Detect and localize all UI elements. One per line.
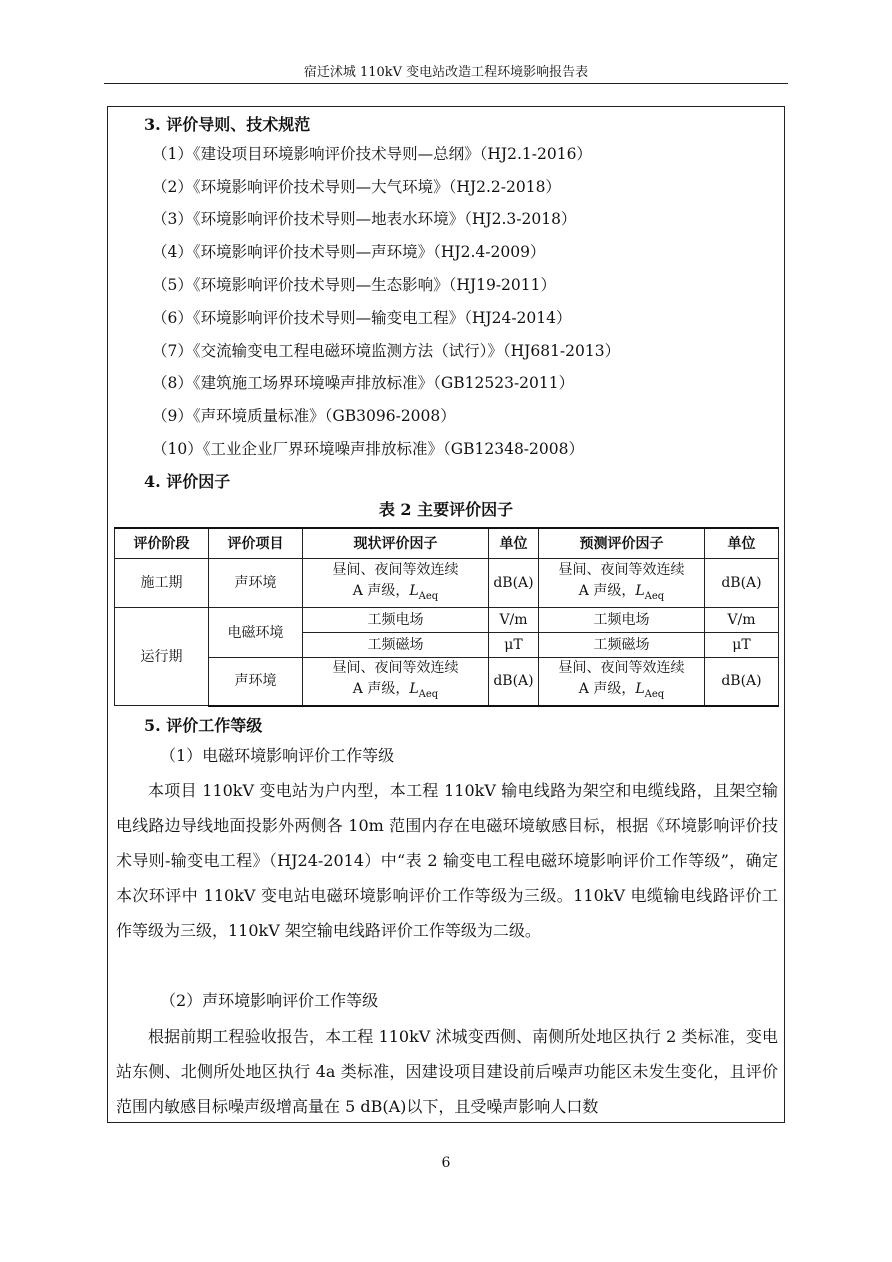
- predicted-factor-cell: [539, 559, 705, 608]
- column-header-unit: 单位: [705, 528, 779, 559]
- predicted-factor-cell: 工频电场: [539, 608, 705, 633]
- unit-cell: dB(A): [705, 559, 779, 608]
- subscript-text: Aeq: [418, 688, 439, 700]
- table-row: [115, 608, 779, 633]
- column-header-predicted-factor: 预测评价因子: [539, 528, 705, 559]
- body-paragraph: 根据前期工程验收报告，本工程 110kV 沭城变西侧、南侧所处地区执行 2 类标准，变电站东侧、北侧所处地区执行 4a 类标准，因建设项目建设前后噪声功能区未发生变化，且评价范围内敏感目标噪声级增高量在 5 dB(A)以下，且受噪声影响人口数: [116, 1027, 778, 1116]
- body-paragraph: 本项目 110kV 变电站为户内型，本工程 110kV 输电线路为架空和电缆线路，且架空输电线路边导线地面投影外两侧各 10m 范围内存在电磁环境敏感目标，根据《环境影响评价技术导则-输变电工程》（HJ24-2014）中“表 2 输变电工程电磁环境影响评价工作等级”，确定本次环评中 110kV 变电站电磁环境影响评价工作等级为三级。110kV 电缆输电线路评价工作等级为三级，110kV 架空输电线路评价工作等级为二级。: [116, 781, 778, 940]
- table-header-row: [115, 528, 779, 559]
- item-cell: 电磁环境: [209, 608, 303, 658]
- current-factor-cell: [303, 658, 489, 706]
- column-header-stage: 评价阶段: [115, 528, 209, 559]
- reference-item: （7）《交流输变电工程电磁环境监测方法（试行）》（HJ681-2013）: [152, 342, 621, 360]
- item-cell: 声环境: [209, 559, 303, 608]
- factor-text: A 声级，: [352, 681, 410, 697]
- symbol-text: L: [635, 582, 645, 599]
- factor-text: A 声级，: [578, 681, 636, 697]
- column-header-unit: 单位: [489, 528, 539, 559]
- current-factor-cell: 工频电场: [303, 608, 489, 633]
- current-factor-cell: [303, 559, 489, 608]
- subscript-text: Aeq: [644, 688, 665, 700]
- factor-text: 昼间、夜间等效连续: [332, 660, 459, 676]
- section-5-heading: 5. 评价工作等级: [144, 716, 263, 735]
- evaluation-factor-table: [114, 527, 779, 707]
- reference-item: （2）《环境影响评价技术导则—大气环境》（HJ2.2-2018）: [152, 178, 561, 196]
- item-cell: 声环境: [209, 658, 303, 706]
- reference-item: （10）《工业企业厂界环境噪声排放标准》（GB12348-2008）: [152, 440, 584, 458]
- factor-text: A 声级，: [352, 582, 410, 599]
- section-3-heading: 3. 评价导则、技术规范: [144, 115, 311, 134]
- subsection-heading: （2）声环境影响评价工作等级: [160, 991, 379, 1010]
- reference-item: （1）《建设项目环境影响评价技术导则—总纲》（HJ2.1-2016）: [152, 145, 592, 163]
- subscript-text: Aeq: [644, 590, 665, 602]
- symbol-text: L: [409, 582, 419, 599]
- predicted-factor-cell: [539, 658, 705, 706]
- symbol-text: L: [409, 681, 419, 697]
- subsection-heading: （1）电磁环境影响评价工作等级: [160, 746, 395, 765]
- page-number: 6: [441, 1155, 451, 1171]
- factor-text: 昼间、夜间等效连续: [558, 660, 685, 676]
- reference-item: （6）《环境影响评价技术导则—输变电工程》（HJ24-2014）: [152, 309, 572, 327]
- unit-cell: V/m: [705, 608, 779, 633]
- column-header-item: 评价项目: [209, 528, 303, 559]
- unit-cell: dB(A): [489, 559, 539, 608]
- header-rule: [104, 83, 788, 84]
- unit-cell: μT: [705, 633, 779, 658]
- reference-item: （8）《建筑施工场界环境噪声排放标准》（GB12523-2011）: [152, 374, 575, 392]
- table-row: [115, 658, 779, 706]
- reference-item: （5）《环境影响评价技术导则—生态影响》（HJ19-2011）: [152, 276, 557, 294]
- document-header-title: 宿迁沭城 110kV 变电站改造工程环境影响报告表: [303, 65, 589, 80]
- section-4-heading: 4. 评价因子: [144, 472, 231, 491]
- table-caption: 表 2 主要评价因子: [378, 500, 514, 519]
- factor-text: A 声级，: [578, 582, 636, 599]
- unit-cell: V/m: [489, 608, 539, 633]
- reference-item: （9）《声环境质量标准》（GB3096-2008）: [152, 407, 456, 425]
- factor-text: 昼间、夜间等效连续: [332, 561, 459, 578]
- predicted-factor-cell: 工频磁场: [539, 633, 705, 658]
- column-header-current-factor: 现状评价因子: [303, 528, 489, 559]
- table-row: [115, 559, 779, 608]
- factor-text: 昼间、夜间等效连续: [558, 561, 685, 578]
- unit-cell: dB(A): [705, 658, 779, 706]
- subscript-text: Aeq: [418, 590, 439, 602]
- symbol-text: L: [635, 681, 645, 697]
- stage-cell: 运行期: [115, 608, 209, 706]
- stage-cell: 施工期: [115, 559, 209, 608]
- current-factor-cell: 工频磁场: [303, 633, 489, 658]
- reference-item: （3）《环境影响评价技术导则—地表水环境》（HJ2.3-2018）: [152, 210, 577, 228]
- unit-cell: dB(A): [489, 658, 539, 706]
- reference-item: （4）《环境影响评价技术导则—声环境》（HJ2.4-2009）: [152, 243, 546, 261]
- unit-cell: μT: [489, 633, 539, 658]
